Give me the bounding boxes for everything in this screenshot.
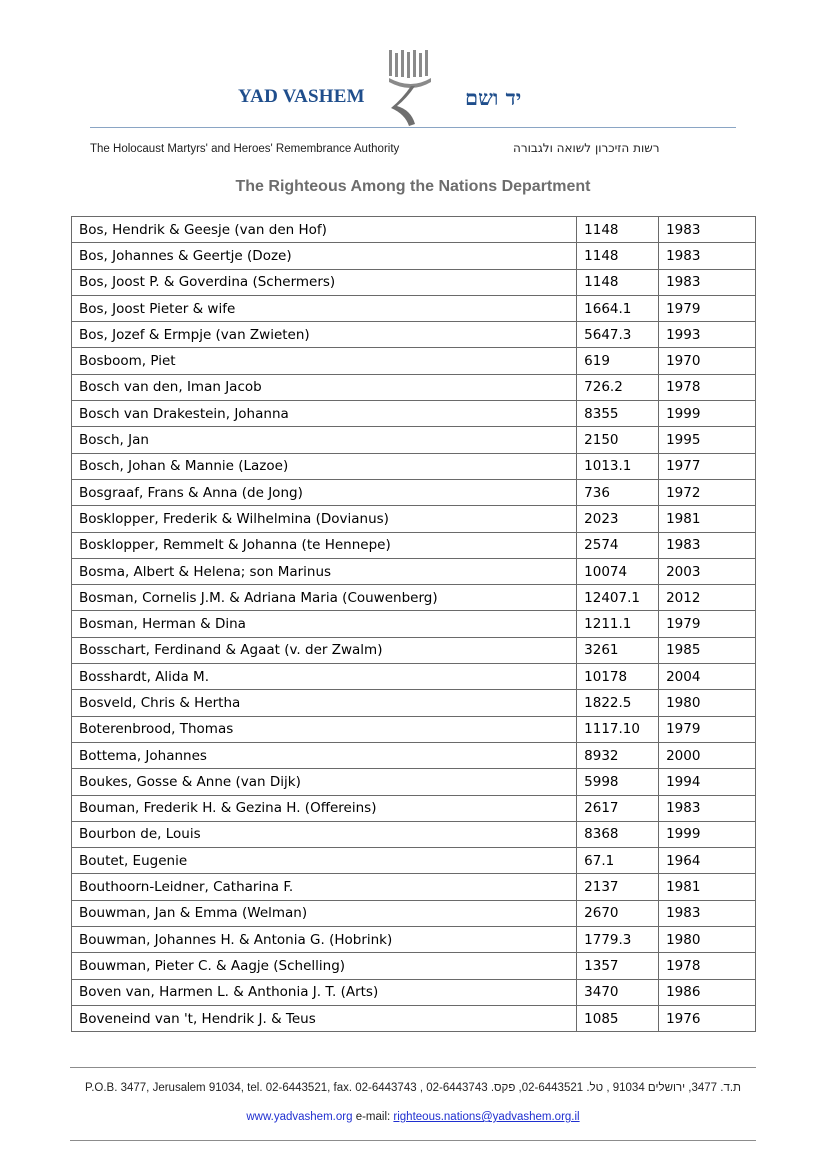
record-name-cell: Bosman, Cornelis J.M. & Adriana Maria (Couwenberg) [72, 585, 577, 611]
record-name-cell: Boven van, Harmen L. & Anthonia J. T. (Arts) [72, 979, 577, 1005]
record-file-number-cell: 2023 [577, 506, 659, 532]
logo-text-he: יד ושם [465, 85, 522, 110]
record-year-cell: 2003 [659, 558, 756, 584]
record-year-cell: 1981 [659, 874, 756, 900]
record-file-number-cell: 8932 [577, 742, 659, 768]
table-row [72, 900, 756, 926]
record-year-cell: 1979 [659, 295, 756, 321]
record-name-cell: Boveneind van 't, Hendrik J. & Teus [72, 1005, 577, 1031]
record-year-cell: 2004 [659, 664, 756, 690]
record-year-cell: 1981 [659, 506, 756, 532]
record-year-cell: 1983 [659, 795, 756, 821]
record-year-cell: 1999 [659, 821, 756, 847]
table-row [72, 401, 756, 427]
record-name-cell: Bouthoorn-Leidner, Catharina F. [72, 874, 577, 900]
record-file-number-cell: 1822.5 [577, 690, 659, 716]
record-file-number-cell: 2574 [577, 532, 659, 558]
table-row [72, 322, 756, 348]
record-file-number-cell: 8355 [577, 401, 659, 427]
record-year-cell: 1995 [659, 427, 756, 453]
record-name-cell: Bottema, Johannes [72, 742, 577, 768]
record-name-cell: Bos, Jozef & Ermpje (van Zwieten) [72, 322, 577, 348]
record-file-number-cell: 1148 [577, 269, 659, 295]
record-year-cell: 1972 [659, 479, 756, 505]
record-name-cell: Bos, Johannes & Geertje (Doze) [72, 243, 577, 269]
record-name-cell: Boutet, Eugenie [72, 848, 577, 874]
record-name-cell: Bourbon de, Louis [72, 821, 577, 847]
record-year-cell: 1994 [659, 769, 756, 795]
record-year-cell: 1983 [659, 243, 756, 269]
logo-text-en: YAD VASHEM [238, 86, 365, 107]
record-year-cell: 1986 [659, 979, 756, 1005]
record-name-cell: Bosman, Herman & Dina [72, 611, 577, 637]
record-name-cell: Boterenbrood, Thomas [72, 716, 577, 742]
record-year-cell: 1980 [659, 690, 756, 716]
table-row [72, 927, 756, 953]
record-name-cell: Bouman, Frederik H. & Gezina H. (Offereins) [72, 795, 577, 821]
menorah-logo-icon [385, 48, 437, 128]
record-file-number-cell: 1148 [577, 243, 659, 269]
table-row [72, 611, 756, 637]
table-row [72, 243, 756, 269]
table-row [72, 821, 756, 847]
record-name-cell: Bosch van den, Iman Jacob [72, 374, 577, 400]
record-year-cell: 1983 [659, 900, 756, 926]
table-row [72, 453, 756, 479]
table-row [72, 532, 756, 558]
record-name-cell: Bouwman, Johannes H. & Antonia G. (Hobrink) [72, 927, 577, 953]
authority-name-he: רשות הזיכרון לשואה ולגבורה [513, 141, 660, 155]
website-link[interactable]: www.yadvashem.org [246, 1111, 353, 1123]
footer-divider-top [70, 1067, 756, 1068]
record-file-number-cell: 1211.1 [577, 611, 659, 637]
table-row [72, 479, 756, 505]
department-title: The Righteous Among the Nations Department [235, 178, 591, 195]
records-table-body [72, 217, 756, 1032]
record-file-number-cell: 1085 [577, 1005, 659, 1031]
table-row [72, 506, 756, 532]
record-year-cell: 1983 [659, 217, 756, 243]
record-year-cell: 1993 [659, 322, 756, 348]
table-row [72, 1005, 756, 1031]
record-year-cell: 1970 [659, 348, 756, 374]
record-name-cell: Bosklopper, Frederik & Wilhelmina (Dovianus) [72, 506, 577, 532]
letterhead [0, 0, 826, 165]
record-year-cell: 1983 [659, 532, 756, 558]
record-file-number-cell: 736 [577, 479, 659, 505]
record-year-cell: 2000 [659, 742, 756, 768]
record-year-cell: 1976 [659, 1005, 756, 1031]
record-year-cell: 2012 [659, 585, 756, 611]
record-file-number-cell: 8368 [577, 821, 659, 847]
record-name-cell: Bos, Hendrik & Geesje (van den Hof) [72, 217, 577, 243]
record-year-cell: 1978 [659, 953, 756, 979]
table-row [72, 716, 756, 742]
record-year-cell: 1979 [659, 611, 756, 637]
record-file-number-cell: 1664.1 [577, 295, 659, 321]
record-name-cell: Bos, Joost P. & Goverdina (Schermers) [72, 269, 577, 295]
record-file-number-cell: 5998 [577, 769, 659, 795]
record-file-number-cell: 12407.1 [577, 585, 659, 611]
record-name-cell: Bosschart, Ferdinand & Agaat (v. der Zwalm) [72, 637, 577, 663]
table-row [72, 690, 756, 716]
table-row [72, 769, 756, 795]
record-year-cell: 1977 [659, 453, 756, 479]
record-file-number-cell: 2150 [577, 427, 659, 453]
record-year-cell: 1985 [659, 637, 756, 663]
record-file-number-cell: 1357 [577, 953, 659, 979]
table-row [72, 374, 756, 400]
record-name-cell: Bosgraaf, Frans & Anna (de Jong) [72, 479, 577, 505]
record-name-cell: Bouwman, Pieter C. & Aagje (Schelling) [72, 953, 577, 979]
record-file-number-cell: 1117.10 [577, 716, 659, 742]
record-file-number-cell: 2617 [577, 795, 659, 821]
table-row [72, 558, 756, 584]
record-year-cell: 1979 [659, 716, 756, 742]
record-file-number-cell: 5647.3 [577, 322, 659, 348]
footer-address-he: ת.ד. 3477, ירושלים 91034 , טל. 02-6443521, פקס. 02-6443743 [426, 1082, 741, 1094]
record-file-number-cell: 10074 [577, 558, 659, 584]
record-name-cell: Bosshardt, Alida M. [72, 664, 577, 690]
table-row [72, 795, 756, 821]
record-file-number-cell: 2137 [577, 874, 659, 900]
letterhead-divider [90, 127, 736, 128]
record-name-cell: Bosboom, Piet [72, 348, 577, 374]
righteous-records-table [71, 216, 756, 1032]
table-row [72, 585, 756, 611]
footer-divider-bottom [70, 1140, 756, 1141]
record-name-cell: Bosch van Drakestein, Johanna [72, 401, 577, 427]
record-file-number-cell: 1779.3 [577, 927, 659, 953]
record-name-cell: Bosch, Johan & Mannie (Lazoe) [72, 453, 577, 479]
table-row [72, 427, 756, 453]
table-row [72, 269, 756, 295]
record-name-cell: Boukes, Gosse & Anne (van Dijk) [72, 769, 577, 795]
email-link[interactable]: righteous.nations@yadvashem.org.il [393, 1111, 580, 1123]
footer-address: P.O.B. 3477, Jerusalem 91034, tel. 02-6443521, fax. 02-6443743 , ת.ד. 3477, ירושלים 91034 , טל. 02-6443521, פקס. 02-6443743 [85, 1082, 741, 1094]
record-name-cell: Bosma, Albert & Helena; son Marinus [72, 558, 577, 584]
record-file-number-cell: 726.2 [577, 374, 659, 400]
table-row [72, 742, 756, 768]
record-file-number-cell: 619 [577, 348, 659, 374]
record-year-cell: 1978 [659, 374, 756, 400]
record-year-cell: 1964 [659, 848, 756, 874]
table-row [72, 664, 756, 690]
record-name-cell: Bosch, Jan [72, 427, 577, 453]
authority-name-en: The Holocaust Martyrs' and Heroes' Remembrance Authority [90, 143, 400, 155]
table-row [72, 848, 756, 874]
record-file-number-cell: 10178 [577, 664, 659, 690]
email-label: e-mail: [355, 1111, 391, 1123]
record-name-cell: Bouwman, Jan & Emma (Welman) [72, 900, 577, 926]
record-file-number-cell: 3261 [577, 637, 659, 663]
record-file-number-cell: 1013.1 [577, 453, 659, 479]
record-file-number-cell: 2670 [577, 900, 659, 926]
record-name-cell: Bosveld, Chris & Hertha [72, 690, 577, 716]
record-year-cell: 1983 [659, 269, 756, 295]
table-row [72, 953, 756, 979]
footer-contact [0, 1111, 826, 1123]
record-file-number-cell: 67.1 [577, 848, 659, 874]
record-name-cell: Bos, Joost Pieter & wife [72, 295, 577, 321]
table-row [72, 979, 756, 1005]
record-year-cell: 1999 [659, 401, 756, 427]
record-file-number-cell: 1148 [577, 217, 659, 243]
table-row [72, 217, 756, 243]
record-file-number-cell: 3470 [577, 979, 659, 1005]
record-year-cell: 1980 [659, 927, 756, 953]
table-row [72, 295, 756, 321]
table-row [72, 348, 756, 374]
table-row [72, 874, 756, 900]
table-row [72, 637, 756, 663]
footer-address-en: P.O.B. 3477, Jerusalem 91034, tel. 02-6443521, fax. 02-6443743 [85, 1082, 417, 1094]
record-name-cell: Bosklopper, Remmelt & Johanna (te Hennepe) [72, 532, 577, 558]
